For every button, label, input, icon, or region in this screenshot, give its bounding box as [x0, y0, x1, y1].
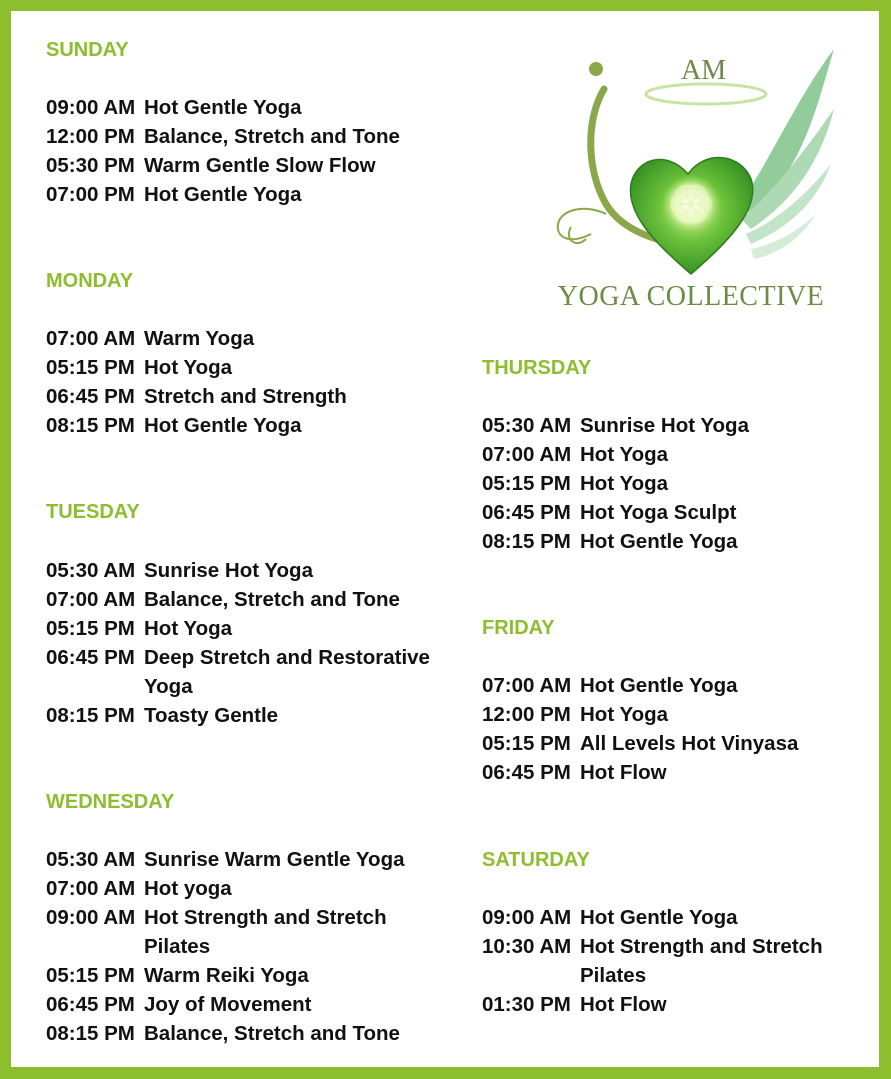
- class-time: 05:15 PM: [46, 617, 135, 640]
- day-heading-saturday: SATURDAY: [482, 849, 590, 871]
- class-time: 12:00 PM: [46, 125, 135, 148]
- class-row: [482, 469, 668, 498]
- class-row: [46, 874, 232, 903]
- class-time: 06:45 PM: [482, 761, 571, 784]
- class-row: [46, 990, 311, 1019]
- class-name: Balance, Stretch and Tone: [144, 1022, 400, 1045]
- class-row: [482, 729, 798, 758]
- class-name: Sunrise Hot Yoga: [144, 559, 313, 582]
- class-time: 09:00 AM: [46, 906, 136, 929]
- class-row: [482, 671, 738, 700]
- class-row: [482, 932, 823, 990]
- class-time: 07:00 PM: [46, 183, 135, 206]
- class-time: 05:30 AM: [46, 559, 136, 582]
- class-time: 06:45 PM: [46, 385, 135, 408]
- class-time: 05:30 AM: [46, 848, 136, 871]
- class-name: Hot Flow: [580, 993, 667, 1016]
- class-name: Hot Yoga: [144, 617, 233, 640]
- class-row: [46, 845, 405, 874]
- class-time: 06:45 PM: [482, 501, 571, 524]
- class-time: 12:00 PM: [482, 703, 571, 726]
- figure-head-icon: [589, 62, 603, 76]
- class-time: 08:15 PM: [46, 414, 135, 437]
- class-row: [46, 151, 376, 180]
- class-name-continued: Pilates: [144, 935, 211, 958]
- class-name: Hot Gentle Yoga: [144, 414, 302, 437]
- class-row: [46, 614, 232, 643]
- class-row: [482, 440, 668, 469]
- class-time: 10:30 AM: [482, 935, 572, 958]
- class-row: [46, 93, 302, 122]
- day-heading-monday: MONDAY: [46, 270, 134, 292]
- class-row: [46, 180, 302, 209]
- class-name: Hot Gentle Yoga: [580, 906, 738, 929]
- class-row: [46, 643, 430, 701]
- class-row: [46, 324, 254, 353]
- class-row: [46, 701, 278, 730]
- class-time: 08:15 PM: [46, 1022, 135, 1045]
- swirl-icon: [558, 209, 606, 239]
- class-name: Balance, Stretch and Tone: [144, 588, 400, 611]
- class-name: Joy of Movement: [144, 993, 312, 1016]
- class-time: 09:00 AM: [482, 906, 572, 929]
- class-row: [482, 758, 667, 787]
- class-name: Hot Strength and Stretch: [144, 906, 387, 929]
- class-name: Hot Gentle Yoga: [580, 674, 738, 697]
- day-heading-friday: FRIDAY: [482, 617, 555, 639]
- class-name: Warm Yoga: [144, 327, 255, 350]
- class-time: 01:30 PM: [482, 993, 571, 1016]
- class-time: 07:00 AM: [482, 443, 572, 466]
- logo-am-text: AM: [681, 55, 727, 86]
- class-name: Warm Reiki Yoga: [144, 964, 309, 987]
- halo-icon: [646, 84, 766, 104]
- class-row: [46, 122, 400, 151]
- class-row: [482, 411, 749, 440]
- logo-brand-text: YOGA COLLECTIVE: [557, 281, 825, 312]
- class-time: 06:45 PM: [46, 646, 135, 669]
- class-time: 07:00 AM: [46, 877, 136, 900]
- class-row: [482, 990, 667, 1019]
- class-time: 05:15 PM: [46, 356, 135, 379]
- class-time: 05:30 PM: [46, 154, 135, 177]
- class-name: Hot Gentle Yoga: [580, 530, 738, 553]
- class-time: 05:15 PM: [482, 732, 571, 755]
- class-row: [46, 961, 309, 990]
- class-name: Hot Yoga: [580, 703, 669, 726]
- class-name-continued: Pilates: [580, 964, 647, 987]
- class-row: [482, 498, 736, 527]
- class-time: 05:30 AM: [482, 414, 572, 437]
- day-heading-sunday: SUNDAY: [46, 39, 129, 61]
- class-row: [46, 903, 387, 961]
- class-name: Warm Gentle Slow Flow: [144, 154, 376, 177]
- class-name: Hot Flow: [580, 761, 667, 784]
- class-row: [482, 527, 738, 556]
- class-name: Toasty Gentle: [144, 704, 279, 727]
- class-name: Hot yoga: [144, 877, 232, 900]
- class-row: [46, 556, 313, 585]
- class-row: [46, 1019, 400, 1048]
- class-name: Deep Stretch and Restorative: [144, 646, 430, 669]
- class-row: [46, 382, 347, 411]
- class-row: [482, 903, 738, 932]
- class-time: 07:00 AM: [482, 674, 572, 697]
- schedule-card: [11, 11, 879, 1067]
- class-name: Hot Gentle Yoga: [144, 183, 302, 206]
- class-time: 07:00 AM: [46, 588, 136, 611]
- class-row: [46, 353, 232, 382]
- class-name: All Levels Hot Vinyasa: [580, 732, 799, 755]
- swirl-inner-icon: [569, 227, 586, 243]
- class-time: 06:45 PM: [46, 993, 135, 1016]
- class-name: Hot Strength and Stretch: [580, 935, 823, 958]
- class-name: Hot Yoga: [580, 443, 669, 466]
- class-name: Balance, Stretch and Tone: [144, 125, 400, 148]
- class-row: [482, 700, 668, 729]
- class-name: Sunrise Hot Yoga: [580, 414, 749, 437]
- class-row: [46, 585, 400, 614]
- class-name-continued: Yoga: [144, 675, 193, 698]
- class-time: 08:15 PM: [482, 530, 571, 553]
- class-name: Sunrise Warm Gentle Yoga: [144, 848, 405, 871]
- class-name: Hot Gentle Yoga: [144, 96, 302, 119]
- class-name: Hot Yoga: [144, 356, 233, 379]
- class-name: Stretch and Strength: [144, 385, 347, 408]
- day-heading-wednesday: WEDNESDAY: [46, 791, 175, 813]
- day-heading-thursday: THURSDAY: [482, 357, 592, 379]
- class-row: [46, 411, 302, 440]
- class-time: 05:15 PM: [482, 472, 571, 495]
- class-name: Hot Yoga Sculpt: [580, 501, 737, 524]
- day-heading-tuesday: TUESDAY: [46, 501, 140, 523]
- wing-icon: [736, 49, 834, 259]
- class-time: 07:00 AM: [46, 327, 136, 350]
- class-name: Hot Yoga: [580, 472, 669, 495]
- class-time: 09:00 AM: [46, 96, 136, 119]
- class-time: 05:15 PM: [46, 964, 135, 987]
- class-time: 08:15 PM: [46, 704, 135, 727]
